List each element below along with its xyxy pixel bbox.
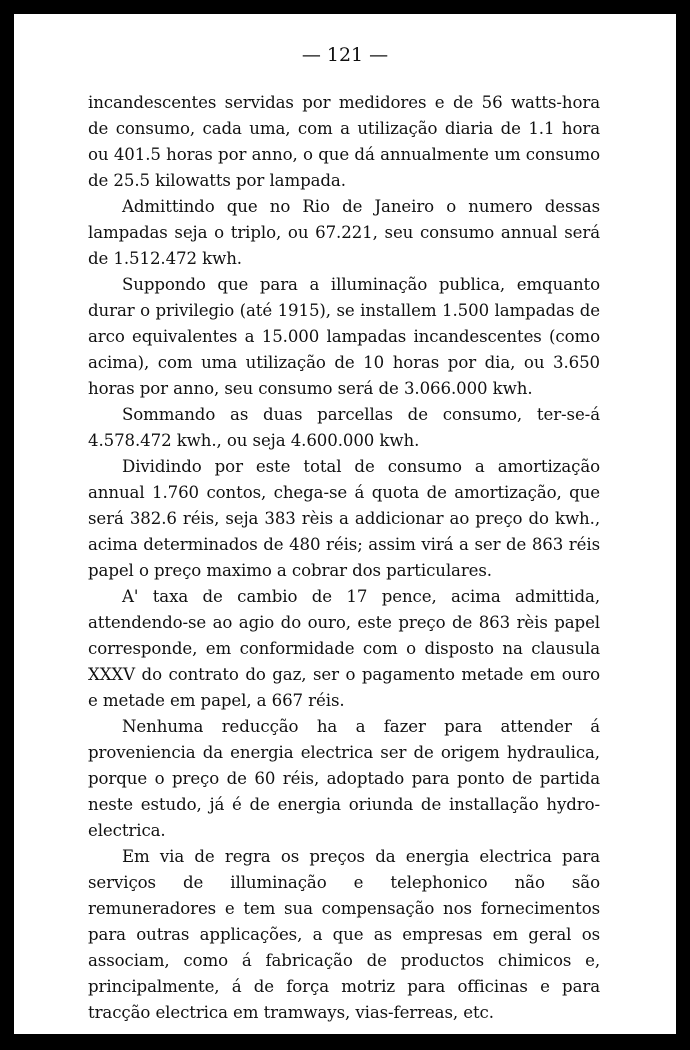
paragraph-public-lighting: Suppondo que para a illuminação publica, emquanto durar o privilegio (até 1915), se installem 1.500 lampadas de arco equivalentes a 15.000 lampadas incandescentes (como acima), com uma utilização de 10 horas por dia, ou 3.650 horas por anno, seu consumo será de 3.066.000 kwh.: [88, 275, 600, 398]
paragraph-rio-lamps: Admittindo que no Rio de Janeiro o numero dessas lampadas seja o triplo, ou 67.221, seu consumo annual será de 1.512.472 kwh.: [88, 197, 600, 268]
paragraph-consumption-continued: incandescentes servidas por medidores e de 56 watts-hora de consumo, cada uma, com a utilização diaria de 1.1 hora ou 401.5 horas por anno, o que dá annualmente um consumo de 25.5 kilowatts por lampada.: [88, 93, 600, 190]
paragraph-exchange-rate: A' taxa de cambio de 17 pence, acima admittida, attendendo-se ao agio do ouro, este preço de 863 rèis papel corresponde, em conformidade com o disposto na clausula XXXV do contrato do gaz, ser o pagamento metade em ouro e metade em papel, a 667 réis.: [88, 587, 600, 710]
paragraph-energy-prices: Em via de regra os preços da energia electrica para serviços de illuminação e telephonico não são remuneradores e tem sua compensação nos fornecimentos para outras applicações, a que as empresas em geral os associam, como á fabricação de productos chimicos e, principalmente, á de força motriz para officinas e para tracção electrica em tramways, vias-ferreas, etc.: [88, 847, 600, 1022]
paragraph-hydraulic-energy: Nenhuma reducção ha a fazer para attender á proveniencia da energia electrica ser de origem hydraulica, porque o preço de 60 réis, adoptado para ponto de partida neste estudo, já é de energia oriunda de installação hydro-electrica.: [88, 717, 600, 840]
book-page: [14, 14, 676, 1034]
paragraph-total-consumption: Sommando as duas parcellas de consumo, ter-se-á 4.578.472 kwh., ou seja 4.600.000 kwh.: [88, 405, 600, 450]
page-body-text: [88, 90, 600, 1026]
paragraph-amortization: Dividindo por este total de consumo a amortização annual 1.760 contos, chega-se á quota de amortização, que será 382.6 réis, seja 383 rèis a addicionar ao preço do kwh., acima determinados de 480 réis; assim virá a ser de 863 réis papel o preço maximo a cobrar dos particulares.: [88, 457, 600, 580]
page-number: — 121 —: [301, 44, 389, 66]
